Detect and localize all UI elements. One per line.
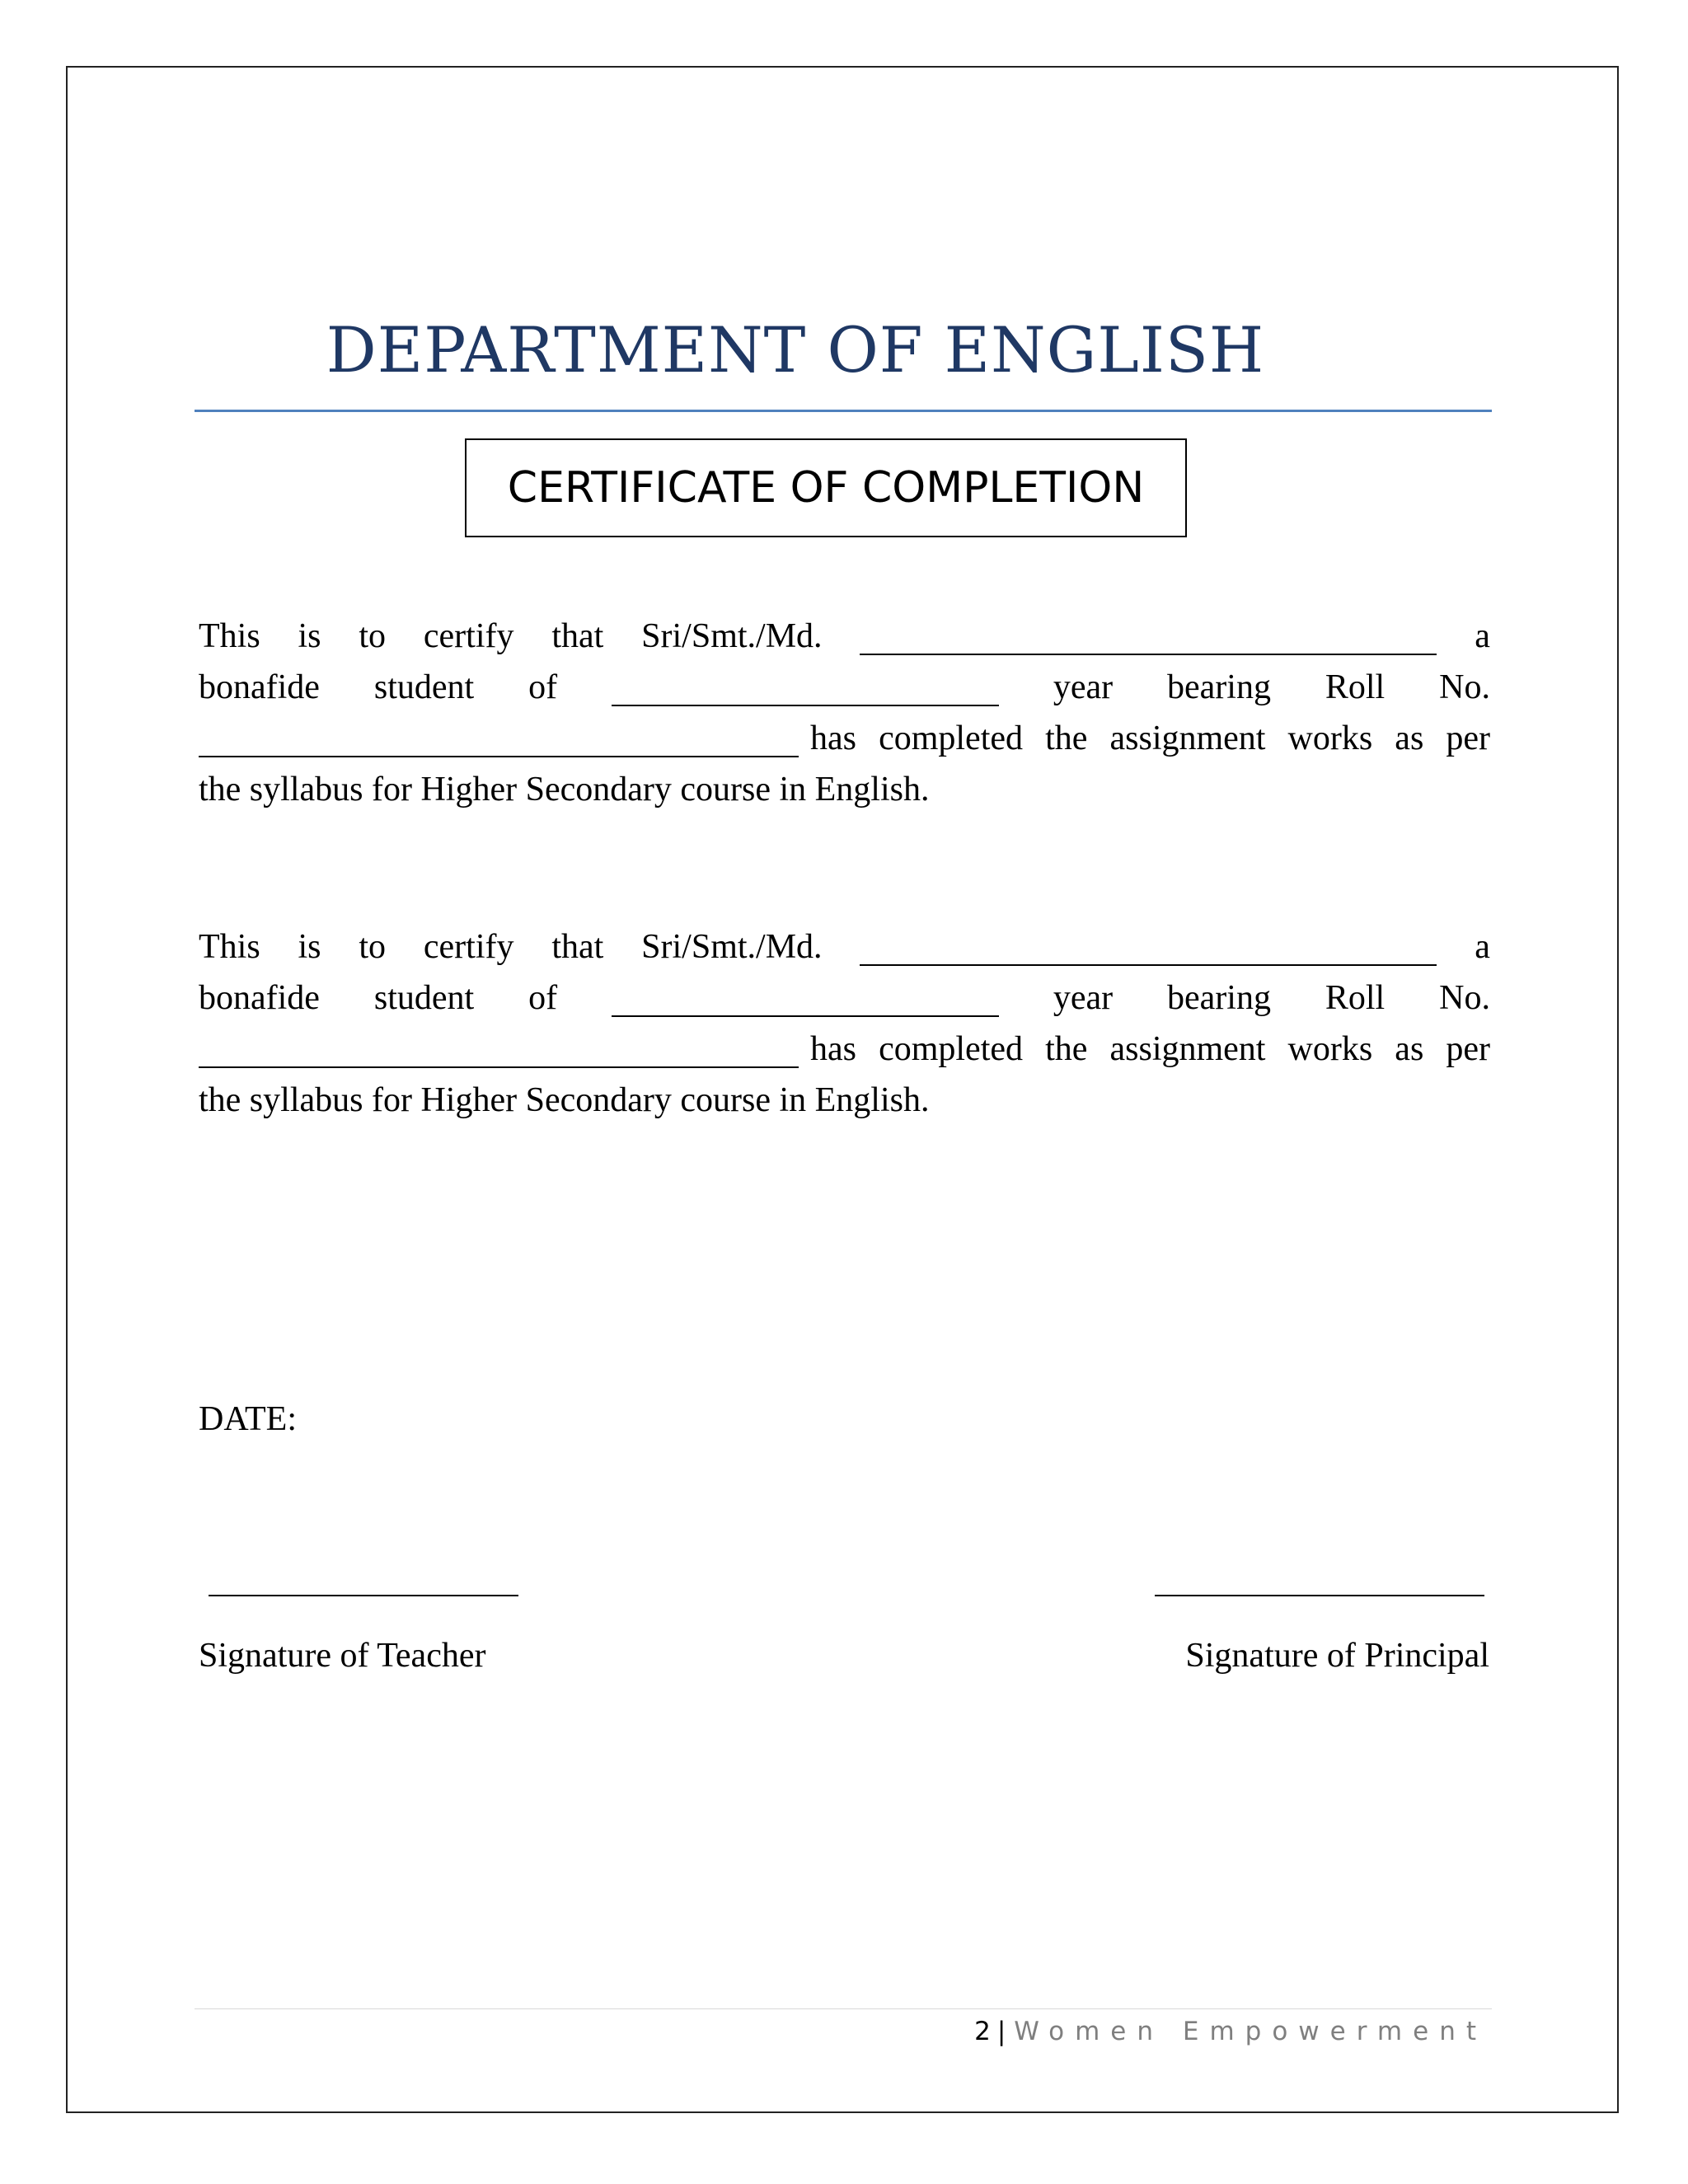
word: a (1475, 617, 1490, 655)
word: Roll (1325, 979, 1386, 1017)
certificate-paragraph-1 (199, 616, 1490, 821)
document-name: Women Empowerment (1014, 2017, 1487, 2046)
word: of (528, 668, 558, 706)
date-label: DATE: (199, 1400, 297, 1438)
word: that (551, 928, 604, 966)
word: certify (423, 928, 514, 966)
word: to (359, 928, 387, 966)
certificate-paragraph-2 (199, 927, 1490, 1132)
paragraph-line (199, 719, 1490, 770)
paragraph-line (199, 1080, 1490, 1132)
certificate-title: CERTIFICATE OF COMPLETION (507, 463, 1145, 513)
department-title: DEPARTMENT OF ENGLISH (326, 313, 1265, 387)
teacher-signature-line[interactable] (209, 1595, 518, 1596)
word: of (528, 979, 558, 1017)
word: bonafide (199, 979, 320, 1017)
paragraph-line (199, 668, 1490, 719)
principal-signature-line[interactable] (1155, 1595, 1484, 1596)
paragraph-text: has completed the assignment works as per (810, 719, 1490, 757)
paragraph-line (199, 927, 1490, 978)
paragraph-text: has completed the assignment works as per (810, 1030, 1490, 1068)
word: is (298, 617, 321, 655)
student-name-blank[interactable] (860, 652, 1437, 655)
certificate-title-box (465, 438, 1187, 537)
word: bearing (1167, 668, 1271, 706)
paragraph-line (199, 616, 1490, 668)
word: student (373, 979, 475, 1017)
paragraph-line (199, 978, 1490, 1029)
footer-separator: | (996, 2017, 1006, 2046)
footer-divider (195, 2008, 1492, 2009)
word: that (551, 617, 604, 655)
paragraph-text: the syllabus for Higher Secondary course in English. (199, 771, 930, 808)
class-year-blank[interactable] (612, 1014, 999, 1017)
roll-number-blank[interactable] (199, 1065, 799, 1068)
word: No. (1439, 668, 1490, 706)
word: bonafide (199, 668, 320, 706)
word: Sri/Smt./Md. (641, 928, 823, 966)
word: year (1053, 979, 1114, 1017)
word: bearing (1167, 979, 1271, 1017)
word: to (359, 617, 387, 655)
word: a (1475, 928, 1490, 966)
paragraph-line (199, 1029, 1490, 1080)
word: year (1053, 668, 1114, 706)
page-footer (974, 2017, 1487, 2046)
paragraph-line (199, 770, 1490, 821)
word: is (298, 928, 321, 966)
teacher-signature-label: Signature of Teacher (199, 1637, 486, 1675)
word: student (373, 668, 475, 706)
principal-signature-label: Signature of Principal (1185, 1637, 1489, 1675)
class-year-blank[interactable] (612, 703, 999, 706)
title-divider (195, 410, 1492, 412)
paragraph-text: the syllabus for Higher Secondary course in English. (199, 1081, 930, 1119)
word: No. (1439, 979, 1490, 1017)
student-name-blank[interactable] (860, 963, 1437, 966)
word: This (199, 617, 260, 655)
word: This (199, 928, 260, 966)
page-number: 2 (974, 2017, 991, 2046)
word: certify (423, 617, 514, 655)
roll-number-blank[interactable] (199, 754, 799, 757)
word: Sri/Smt./Md. (641, 617, 823, 655)
word: Roll (1325, 668, 1386, 706)
